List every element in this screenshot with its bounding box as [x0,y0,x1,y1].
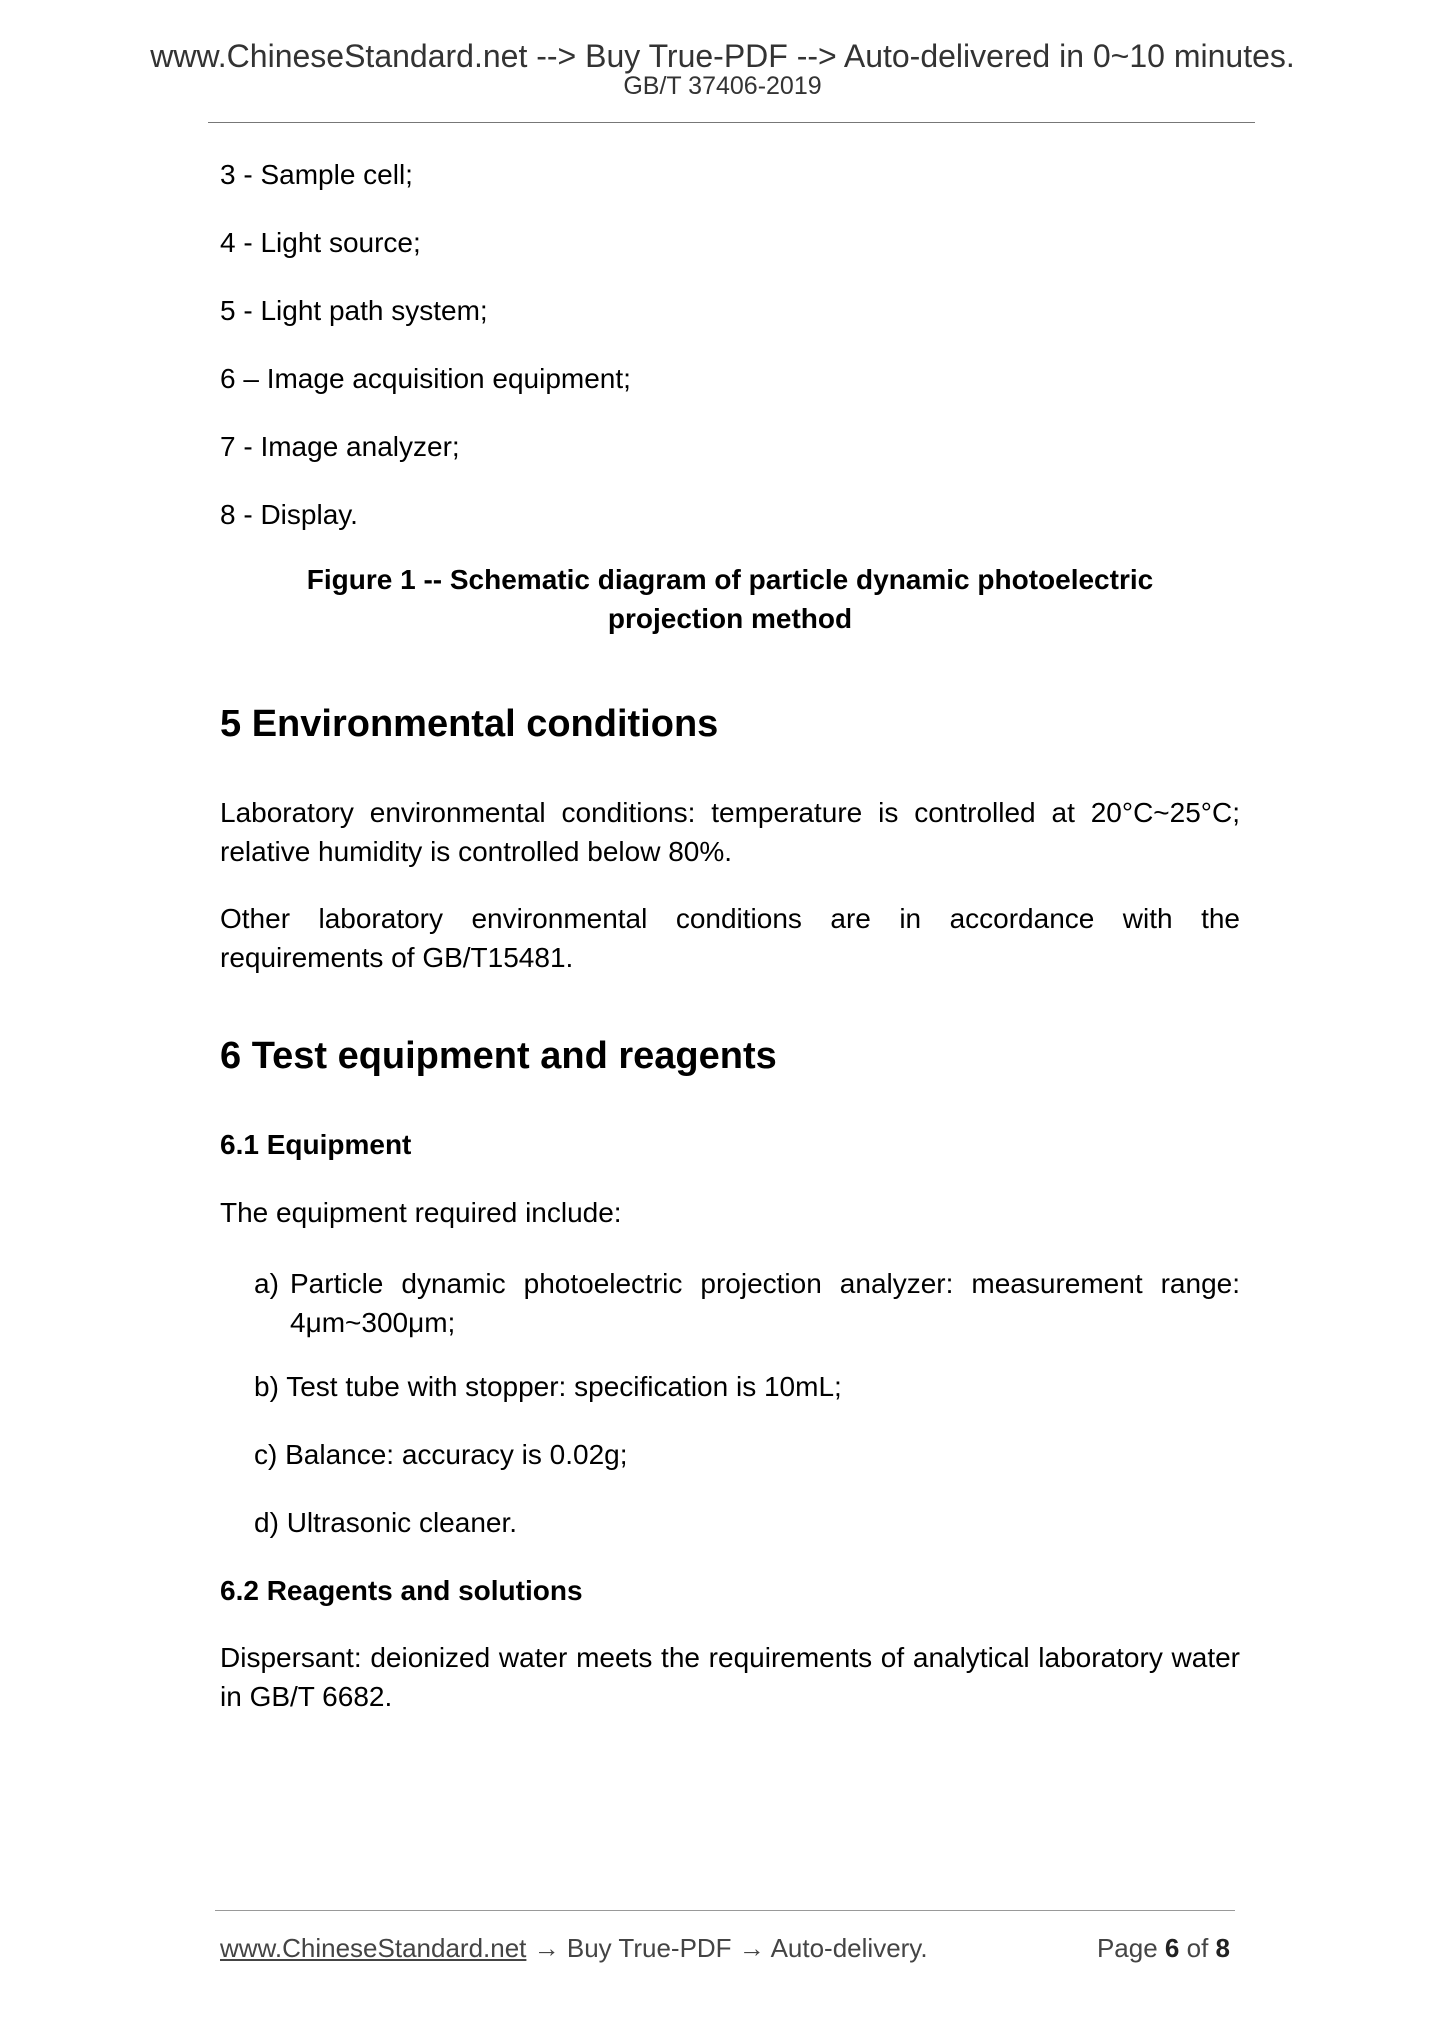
equipment-item-text: Particle dynamic photoelectric projection analyzer: measurement range: 4μm~300μm; [290,1268,1240,1338]
section-6-heading: 6 Test equipment and reagents [220,1035,777,1077]
page-current: 6 [1164,1933,1180,1963]
page-label: Page [1096,1933,1158,1963]
page-total: 8 [1215,1933,1230,1963]
site-link[interactable]: www.ChineseStandard.net [220,1933,527,1963]
legend-item: 3 - Sample cell; [220,159,413,190]
footer-link-line [220,1932,928,1964]
legend-item: 5 - Light path system; [220,295,488,326]
equipment-item-b [254,1370,842,1404]
equipment-item-c [254,1438,628,1472]
section-5-paragraph: Laboratory environmental conditions: temperature is controlled at 20°C~25°C; relative humidity is controlled below 80%. [220,797,1240,867]
list-marker: d) [254,1507,279,1538]
legend-item: 7 - Image analyzer; [220,431,460,462]
list-marker: b) [254,1371,279,1402]
equipment-intro: The equipment required include: [220,1197,622,1228]
document-code: GB/T 37406-2019 [623,72,822,100]
header-divider [208,122,1255,123]
section-6-2-paragraph: Dispersant: deionized water meets the requirements of analytical laboratory water in GB/T 6682. [220,1642,1240,1712]
top-banner: www.ChineseStandard.net --> Buy True-PDF --> Auto-delivered in 0~10 minutes. [150,38,1295,74]
section-6-1-heading: 6.1 Equipment [220,1129,412,1160]
page-number [1097,1932,1230,1964]
legend-item: 6 – Image acquisition equipment; [220,363,631,394]
section-5-paragraph: Other laboratory environmental conditions are in accordance with the requirements of GB/T15481. [220,903,1240,973]
legend-item: 4 - Light source; [220,227,421,258]
section-5-heading: 5 Environmental conditions [220,703,719,745]
equipment-item-text: Balance: accuracy is 0.02g; [285,1439,628,1470]
footer-divider [215,1910,1235,1911]
page-of: of [1186,1933,1209,1963]
section-6-2-heading: 6.2 Reagents and solutions [220,1575,583,1606]
figure-caption-line1: Figure 1 -- Schematic diagram of particle dynamic photoelectric [306,564,1154,595]
figure-caption-line2: projection method [607,603,853,634]
list-marker: c) [254,1439,278,1470]
footer-tail-text: → Buy True-PDF → Auto-delivery. [526,1933,928,1963]
figure-caption [220,560,1240,638]
equipment-item-text: Ultrasonic cleaner. [286,1507,518,1538]
legend-item: 8 - Display. [220,499,358,530]
equipment-item-a [254,1264,1240,1342]
equipment-item-d [254,1506,517,1540]
list-marker: a) [254,1268,279,1299]
equipment-item-text: Test tube with stopper: specification is 10mL; [286,1371,842,1402]
